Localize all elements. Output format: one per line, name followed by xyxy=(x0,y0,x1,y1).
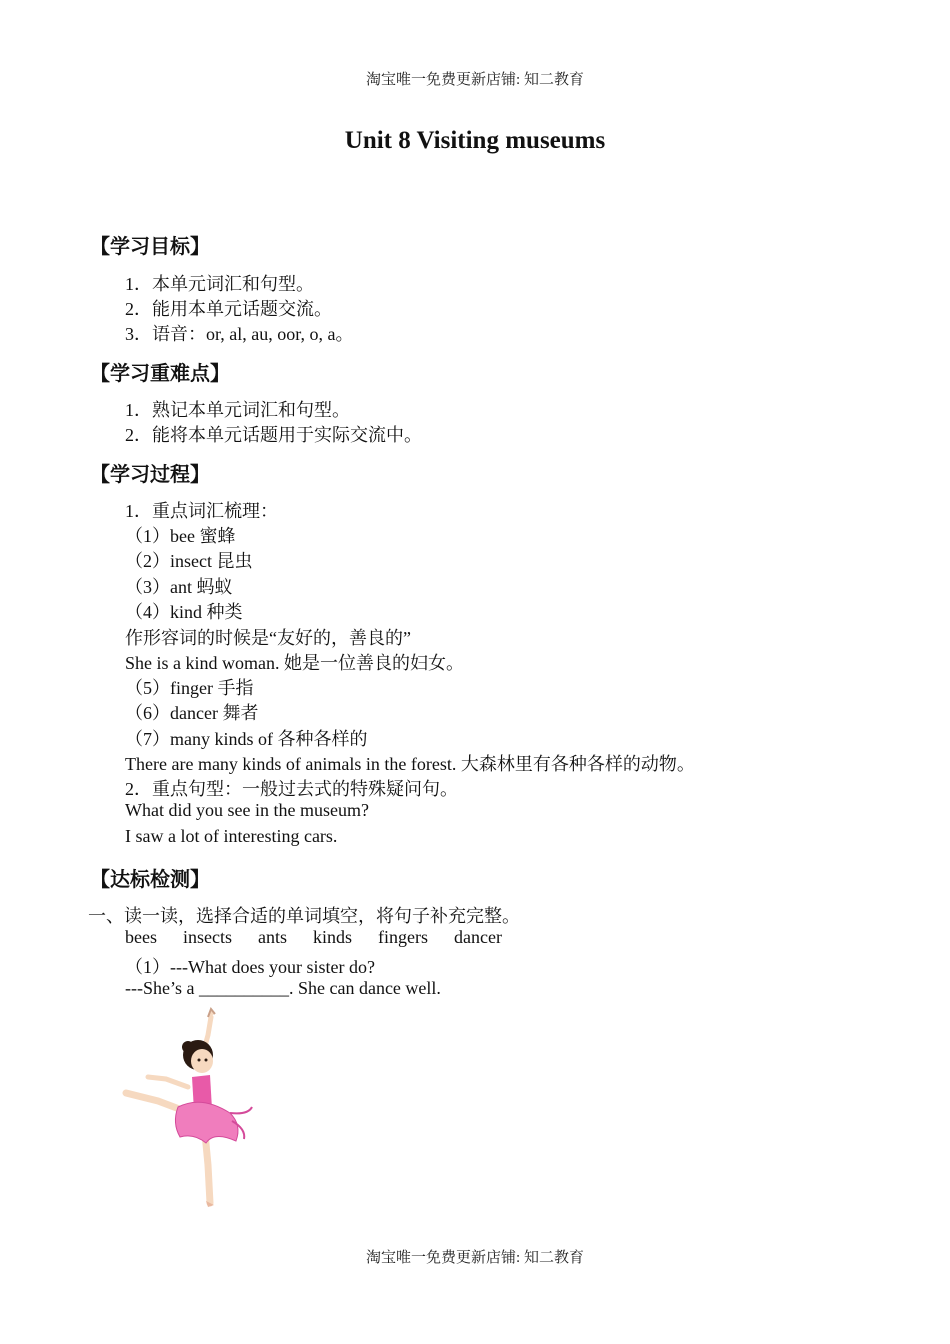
test-instruction: 一、读一读，选择合适的单词填空，将句子补充完整。 xyxy=(88,906,520,926)
process-line: （1）bee 蜜蜂 xyxy=(125,526,236,546)
process-line: I saw a lot of interesting cars. xyxy=(125,826,338,846)
process-line: 2．重点句型：一般过去式的特殊疑问句。 xyxy=(125,779,458,799)
process-line: She is a kind woman. 她是一位善良的妇女。 xyxy=(125,653,464,673)
dancer-face xyxy=(191,1049,213,1073)
keypoint-item: 1．熟记本单元词汇和句型。 xyxy=(125,400,350,420)
ballerina-illustration xyxy=(118,1005,258,1210)
page-header: 淘宝唯一免费更新店铺: 知二教育 xyxy=(366,72,584,88)
question-1: （1）---What does your sister do? xyxy=(125,957,375,977)
keypoint-item: 2．能将本单元话题用于实际交流中。 xyxy=(125,425,422,445)
word-bank xyxy=(125,927,528,948)
process-line: （7）many kinds of 各种各样的 xyxy=(125,729,368,749)
process-line: （3）ant 蚂蚁 xyxy=(125,577,233,597)
process-line: There are many kinds of animals in the forest. 大森林里有各种各样的动物。 xyxy=(125,754,695,774)
word-bank-item: insects xyxy=(182,927,232,947)
word-bank-item: dancer xyxy=(453,927,502,947)
section-heading-process: 【学习过程】 xyxy=(90,462,210,486)
goal-item: 1．本单元词汇和句型。 xyxy=(125,274,314,294)
process-line: 作形容词的时候是“友好的，善良的” xyxy=(125,628,411,648)
dancer-eye xyxy=(198,1059,201,1062)
dancer-hair-bun xyxy=(182,1041,194,1053)
process-line: （6）dancer 舞者 xyxy=(125,703,259,723)
dancer-eye xyxy=(205,1059,208,1062)
process-line: （5）finger 手指 xyxy=(125,678,254,698)
section-heading-goals: 【学习目标】 xyxy=(90,234,210,258)
page-title: Unit 8 Visiting museums xyxy=(344,127,606,154)
section-heading-keypoints: 【学习重难点】 xyxy=(90,361,230,385)
process-line: （2）insect 昆虫 xyxy=(125,551,253,571)
process-line: （4）kind 种类 xyxy=(125,602,243,622)
word-bank-item: fingers xyxy=(378,927,428,947)
word-bank-item: ants xyxy=(257,927,287,947)
dancer-tutu xyxy=(175,1102,238,1143)
process-line: 1．重点词汇梳理： xyxy=(125,501,278,521)
word-bank-item: bees xyxy=(125,927,157,947)
answer-1-blank: ---She’s a __________. She can dance well. xyxy=(125,978,441,998)
word-bank-item: kinds xyxy=(312,927,352,947)
goal-item: 3．语音：or, al, au, oor, o, a。 xyxy=(125,324,354,344)
goal-item: 2．能用本单元话题交流。 xyxy=(125,299,332,319)
section-heading-test: 【达标检测】 xyxy=(90,867,210,891)
page-footer: 淘宝唯一免费更新店铺: 知二教育 xyxy=(366,1250,584,1266)
process-line: What did you see in the museum? xyxy=(125,800,369,820)
dancer-extended-arm xyxy=(148,1077,188,1087)
